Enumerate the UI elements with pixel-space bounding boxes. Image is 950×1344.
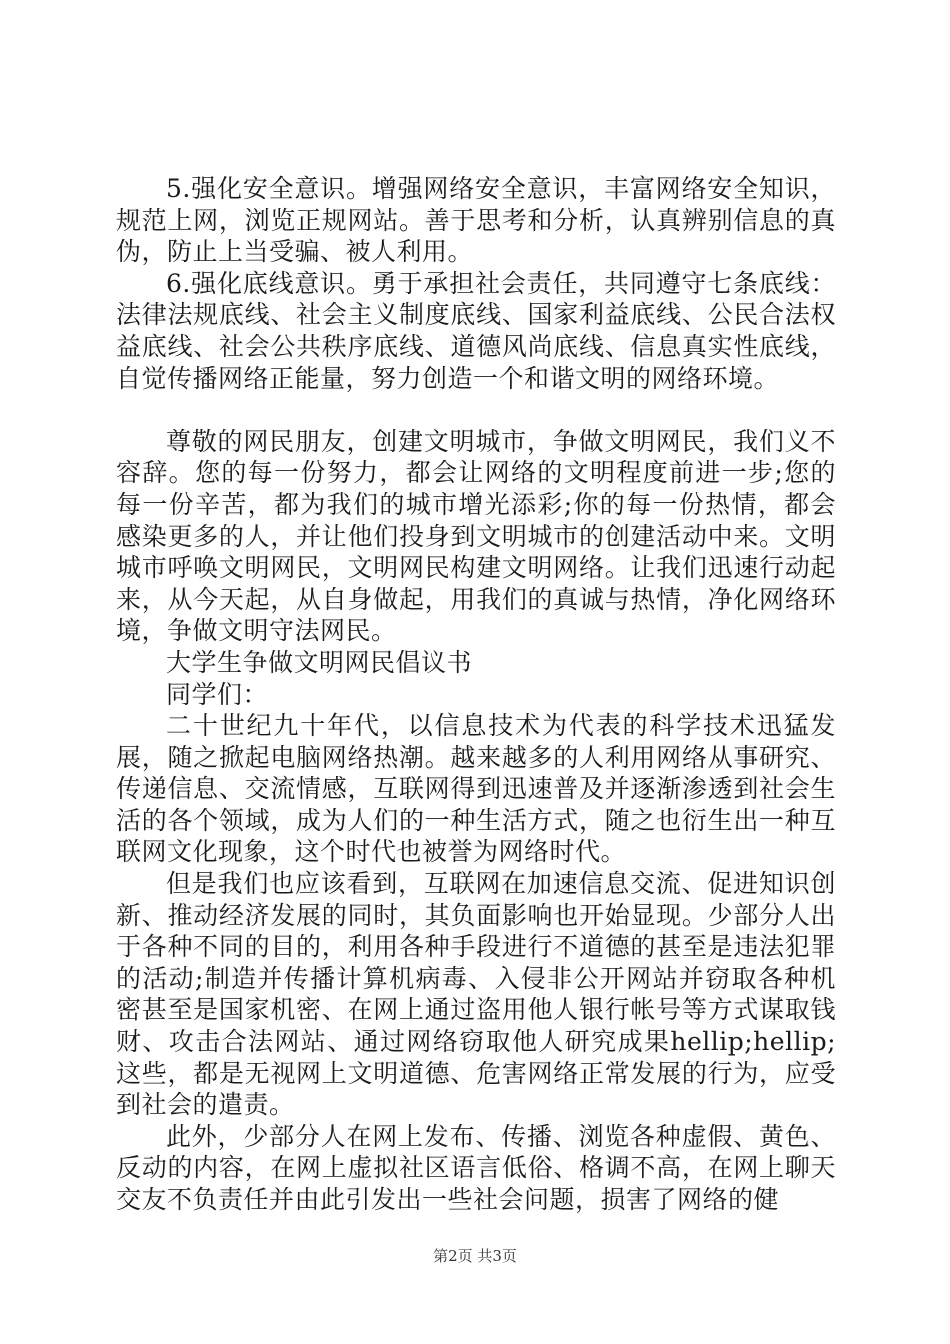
- section-title: 大学生争做文明网民倡议书: [166, 647, 473, 677]
- document-body: [116, 173, 836, 1216]
- paragraph-bottom-line-awareness: 6.强化底线意识。勇于承担社会责任，共同遵守七条底线：法律法规底线、社会主义制度底线、国家利益底线、公民合法权益底线、社会公共秩序底线、道德风尚底线、信息真实性底线，自觉传播网络正能量，努力创造一个和谐文明的网络环境。: [116, 268, 836, 393]
- paragraph-internet-era: 二十世纪九十年代，以信息技术为代表的科学技术迅猛发展，随之掀起电脑网络热潮。越来越多的人利用网络从事研究、传递信息、交流情感，互联网得到迅速普及并逐渐渗透到社会生活的各个领域，成为人们的一种生活方式，随之也衍生出一种互联网文化现象，这个时代也被誉为网络时代。: [116, 711, 836, 867]
- paragraph-appeal: 尊敬的网民朋友，创建文明城市，争做文明网民，我们义不容辞。您的每一份努力，都会让网络的文明程度前进一步;您的每一份辛苦，都为我们的城市增光添彩;你的每一份热情，都会感染更多的人，并让他们投身到文明城市的创建活动中来。文明城市呼唤文明网民，文明网民构建文明网络。让我们迅速行动起来，从今天起，从自身做起，用我们的真诚与热情，净化网络环境，争做文明守法网民。: [116, 426, 836, 646]
- paragraph-negative-effects: 但是我们也应该看到，互联网在加速信息交流、促进知识创新、推动经济发展的同时，其负面影响也开始显现。少部分人出于各种不同的目的，利用各种手段进行不道德的甚至是违法犯罪的活动;制造并传播计算机病毒、入侵非公开网站并窃取各种机密甚至是国家机密、在网上通过盗用他人银行帐号等方式谋取钱财、攻击合法网站、通过网络窃取他人研究成果hellip;hellip;这些，都是无视网上文明道德、危害网络正常发展的行为，应受到社会的遣责。: [116, 869, 836, 1120]
- paragraph-security-awareness: 5.强化安全意识。增强网络安全意识，丰富网络安全知识，规范上网，浏览正规网站。善于思考和分析，认真辨别信息的真伪，防止上当受骗、被人利用。: [116, 174, 836, 267]
- page-number-footer: 第2页 共3页: [433, 1247, 517, 1265]
- salutation: 同学们：: [166, 679, 269, 709]
- paragraph-gap: [116, 394, 836, 426]
- paragraph-harmful-content: 此外，少部分人在网上发布、传播、浏览各种虚假、黄色、反动的内容，在网上虚拟社区语言低俗、格调不高，在网上聊天交友不负责任并由此引发出一些社会问题，损害了网络的健: [116, 1121, 836, 1214]
